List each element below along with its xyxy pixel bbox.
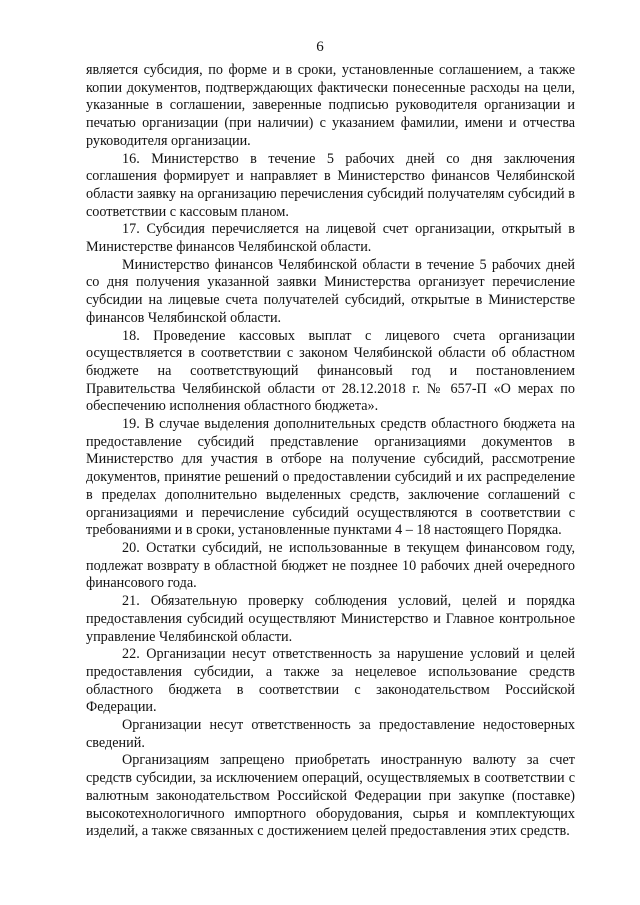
paragraph-19: 19. В случае выделения дополнительных средств областного бюджета на предоставление субсидий представление организациями документов в Министерство для участия в отборе на получение субсидий, рассмотрение документов, принятие решений о предоставлении субсидий и их распределение в пределах дополнительно выделенных средств, заключение соглашений с организациями и перечисление субсидий осуществляются в соответствии с требованиями и в сроки, установленные пунктами 4 – 18 настоящего Порядка. xyxy=(86,416,575,539)
page-number: 6 xyxy=(316,39,324,55)
paragraph-22-false-info: Организации несут ответственность за предоставление недостоверных сведений. xyxy=(86,717,575,751)
paragraph-18: 18. Проведение кассовых выплат с лицевого счета организации осуществляется в соответствии с законом Челябинской области об областном бюджете на соответствующий финансовый год и постановлением Правительства Челябинской области от 28.12.2018 г. № 657-П «О мерах по обеспечению исполнения областного бюджета». xyxy=(86,327,575,415)
document-body xyxy=(86,62,575,841)
paragraph-22: 22. Организации несут ответственность за нарушение условий и целей предоставления субсидии, а также за нецелевое использование средств областного бюджета в соответствии с законодательством Российской Федерации. xyxy=(86,646,575,716)
paragraph-22-currency: Организациям запрещено приобретать иностранную валюту за счет средств субсидии, за исключением операций, осуществляемых в соответствии с валютным законодательством Российской Федерации при закупке (поставке) высокотехнологичного импортного оборудования, сырья и комплектующих изделий, а также связанных с достижением целей предоставления этих средств. xyxy=(86,752,575,840)
paragraph-continuation: является субсидия, по форме и в сроки, установленные соглашением, а также копии документов, подтверждающих фактически понесенные расходы на цели, указанные в соглашении, заверенные подписью руководителя организации и печатью организации (при наличии) с указанием фамилии, имени и отчества руководителя организации. xyxy=(86,62,575,149)
paragraph-20: 20. Остатки субсидий, не использованные в текущем финансовом году, подлежат возврату в областной бюджет не позднее 10 рабочих дней очередного финансового года. xyxy=(86,539,575,592)
paragraph-17: 17. Субсидия перечисляется на лицевой счет организации, открытый в Министерстве финансов Челябинской области. xyxy=(86,221,575,256)
paragraph-17-transfer: Министерство финансов Челябинской области в течение 5 рабочих дней со дня получения указанной заявки Министерства организует перечисление субсидии на лицевые счета получателей субсидий, открытые в Министерстве финансов Челябинской области. xyxy=(86,256,575,326)
paragraph-16: 16. Министерство в течение 5 рабочих дней со дня заключения соглашения формирует и направляет в Министерство финансов Челябинской области заявку на организацию перечисления субсидий получателям субсидий в соответствии с кассовым планом. xyxy=(86,150,575,220)
paragraph-21: 21. Обязательную проверку соблюдения условий, целей и порядка предоставления субсидий осуществляют Министерство и Главное контрольное управление Челябинской области. xyxy=(86,593,575,645)
